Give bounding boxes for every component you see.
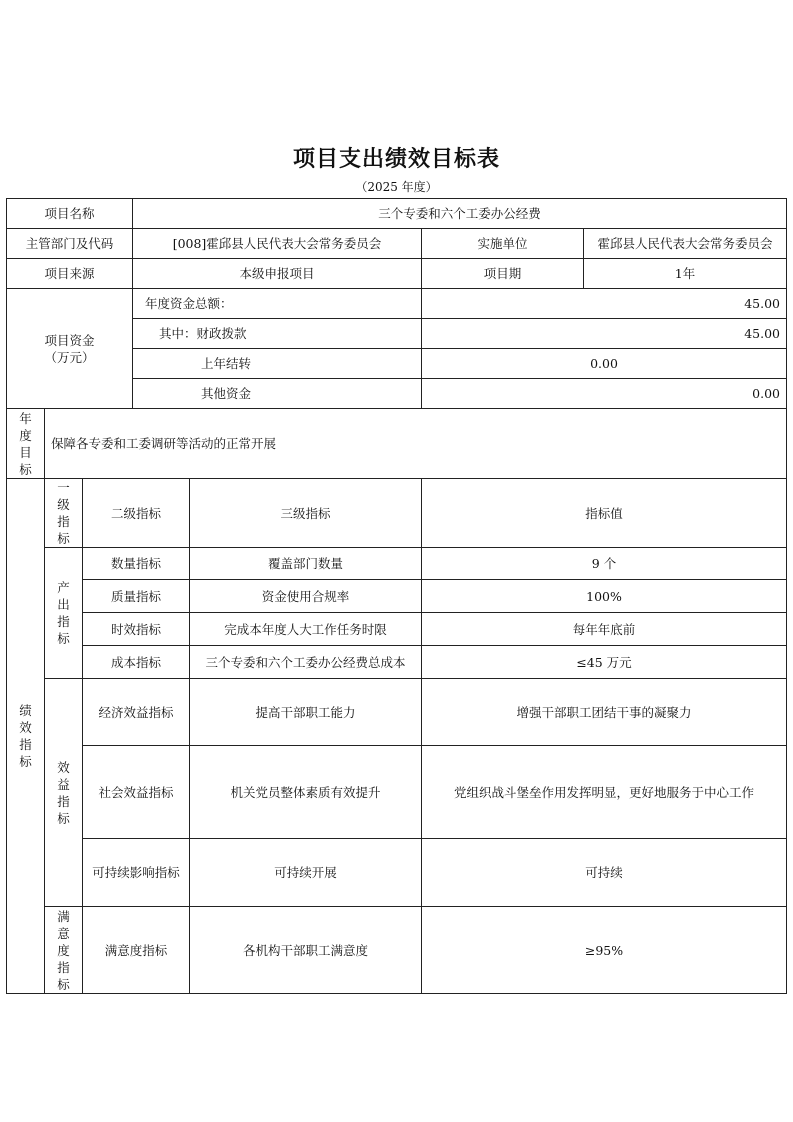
funds-label <box>7 289 133 409</box>
project-name-label: 项目名称 <box>7 199 133 229</box>
group-benefit <box>45 679 83 907</box>
table-row <box>7 259 787 289</box>
group-benefit-text: 效益指标 <box>57 759 70 826</box>
level3-cell: 完成本年度人大工作任务时限 <box>190 613 422 646</box>
funds-fiscal-value: 45.00 <box>422 319 787 349</box>
table-row <box>7 907 787 994</box>
group-output-text: 产出指标 <box>57 580 70 646</box>
level3-cell: 各机构干部职工满意度 <box>190 907 422 994</box>
table-row <box>7 580 787 613</box>
funds-carryover-label: 上年结转 <box>133 349 422 379</box>
table-row <box>7 679 787 746</box>
header-value: 指标值 <box>422 479 787 548</box>
period-label: 项目期 <box>422 259 584 289</box>
impl-value: 霍邱县人民代表大会常务委员会 <box>584 229 787 259</box>
level2-cell: 可持续影响指标 <box>83 839 190 907</box>
level3-cell: 覆盖部门数量 <box>190 548 422 580</box>
annual-goal-label-text: 年度目标 <box>19 410 32 477</box>
value-cell: 100% <box>422 580 787 613</box>
annual-goal-label <box>7 409 45 479</box>
header-level1 <box>45 479 83 548</box>
funds-other-label: 其他资金 <box>133 379 422 409</box>
table-row <box>7 839 787 907</box>
value-cell: 可持续 <box>422 839 787 907</box>
table-row <box>7 646 787 679</box>
table-row <box>7 479 787 548</box>
project-name-value: 三个专委和六个工委办公经费 <box>133 199 787 229</box>
level2-cell: 质量指标 <box>83 580 190 613</box>
page-title: 项目支出绩效目标表 <box>292 146 500 172</box>
source-value: 本级申报项目 <box>133 259 422 289</box>
funds-total-value: 45.00 <box>422 289 787 319</box>
header-level2: 二级指标 <box>83 479 190 548</box>
annual-goal-value: 保障各专委和工委调研等活动的正常开展 <box>45 409 787 479</box>
funds-other-value: 0.00 <box>422 379 787 409</box>
year-subtitle: （2025 年度） <box>355 180 438 194</box>
level2-cell: 时效指标 <box>83 613 190 646</box>
level3-cell: 提高干部职工能力 <box>190 679 422 746</box>
dept-label: 主管部门及代码 <box>7 229 133 259</box>
performance-target-table <box>6 198 787 994</box>
header-level3: 三级指标 <box>190 479 422 548</box>
funds-label-line2: （万元） <box>44 349 95 365</box>
period-value: 1年 <box>584 259 787 289</box>
perf-label <box>7 479 45 994</box>
value-cell: 每年年底前 <box>422 613 787 646</box>
table-row <box>7 289 787 319</box>
dept-value: [008]霍邱县人民代表大会常务委员会 <box>133 229 422 259</box>
value-cell: ≤45 万元 <box>422 646 787 679</box>
value-cell: 增强干部职工团结干事的凝聚力 <box>422 679 787 746</box>
funds-total-label: 年度资金总额： <box>133 289 422 319</box>
level2-cell: 成本指标 <box>83 646 190 679</box>
table-row <box>7 613 787 646</box>
table-row <box>7 199 787 229</box>
level2-cell: 经济效益指标 <box>83 679 190 746</box>
table-row <box>7 548 787 580</box>
level2-cell: 社会效益指标 <box>83 746 190 839</box>
value-cell: ≥95% <box>422 907 787 994</box>
level3-cell: 可持续开展 <box>190 839 422 907</box>
header-level1-text: 一级指标 <box>57 480 70 546</box>
level2-cell: 数量指标 <box>83 548 190 580</box>
table-row <box>7 229 787 259</box>
group-satisfaction-text: 满意度指标 <box>57 908 70 992</box>
impl-label: 实施单位 <box>422 229 584 259</box>
funds-fiscal-label: 其中：财政拨款 <box>133 319 422 349</box>
value-cell: 9 个 <box>422 548 787 580</box>
perf-label-text: 绩效指标 <box>19 703 32 769</box>
table-row <box>7 746 787 839</box>
level3-cell: 资金使用合规率 <box>190 580 422 613</box>
level3-cell: 三个专委和六个工委办公经费总成本 <box>190 646 422 679</box>
level3-cell: 机关党员整体素质有效提升 <box>190 746 422 839</box>
funds-carryover-value: 0.00 <box>422 349 787 379</box>
table-row <box>7 409 787 479</box>
source-label: 项目来源 <box>7 259 133 289</box>
funds-label-line1: 项目资金 <box>44 332 95 348</box>
value-cell: 党组织战斗堡垒作用发挥明显，更好地服务于中心工作 <box>422 746 787 839</box>
level2-cell: 满意度指标 <box>83 907 190 994</box>
group-satisfaction <box>45 907 83 994</box>
group-output <box>45 548 83 679</box>
